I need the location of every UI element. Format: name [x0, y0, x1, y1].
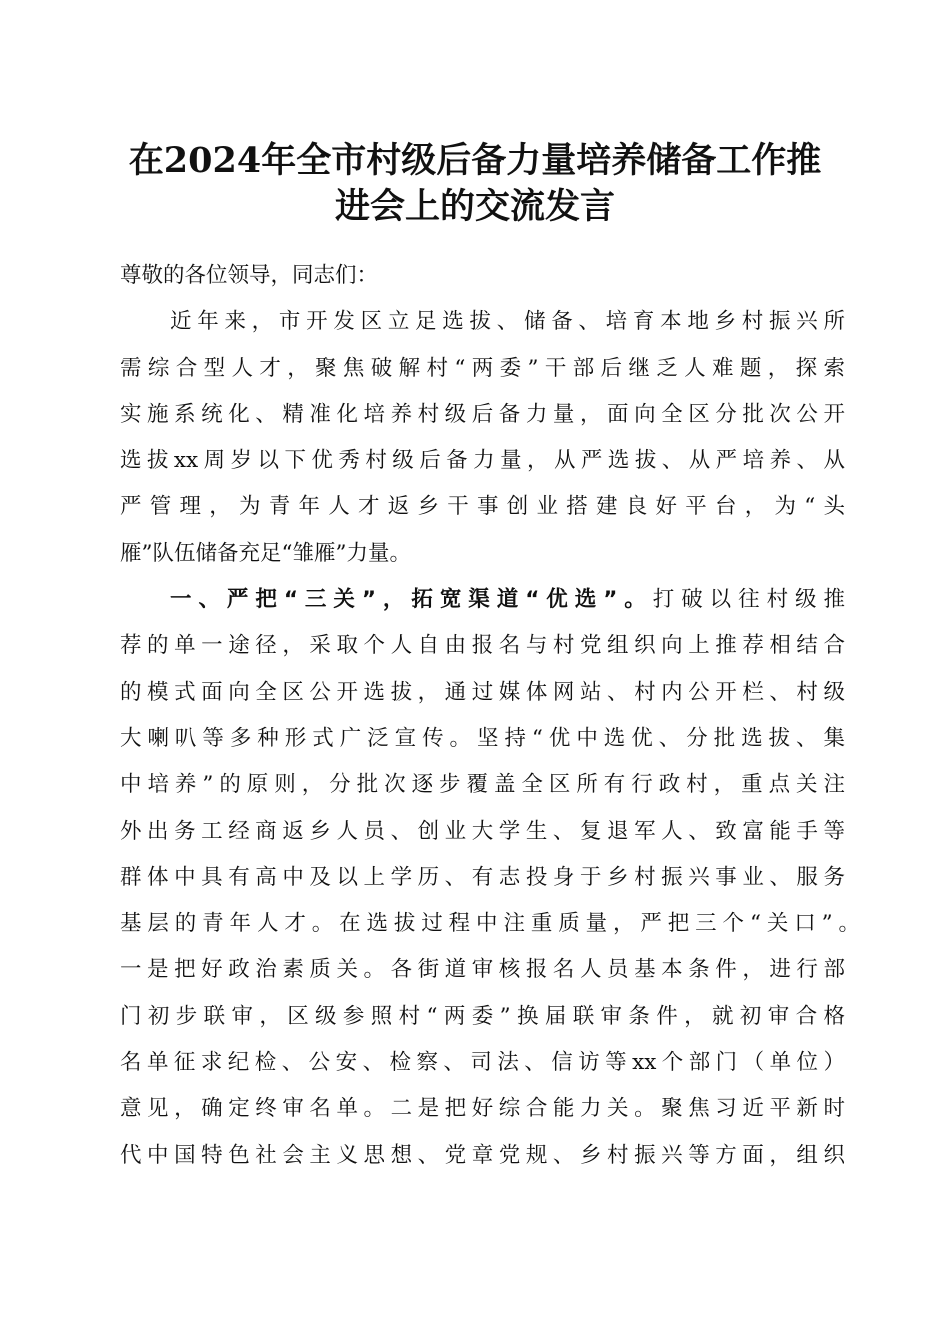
salutation: 尊敬的各位领导，同志们： — [120, 263, 379, 288]
paragraph-line: 名单征求纪检、公安、检察、司法、信访等xx个部门（单位） — [120, 1050, 845, 1076]
paragraph-line: 雁”队伍储备充足“雏雁”力量。 — [120, 540, 411, 566]
paragraph-line: 中培养”的原则，分批次逐步覆盖全区所有行政村，重点关注 — [120, 772, 845, 798]
paragraph-line: 荐的单一途径，采取个人自由报名与村党组织向上推荐相结合 — [120, 633, 845, 659]
paragraph-line: 门初步联审，区级参照村“两委”换届联审条件，就初审合格 — [120, 1003, 845, 1029]
section-heading: 一、严把“三关”，拓宽渠道“优选”。 — [170, 587, 653, 613]
title-line-2: 进会上的交流发言 — [334, 186, 615, 227]
paragraph-line: 一是把好政治素质关。各街道审核报名人员基本条件，进行部 — [120, 957, 845, 983]
paragraph-line: 代中国特色社会主义思想、党章党规、乡村振兴等方面，组织 — [120, 1142, 845, 1168]
document-body — [120, 253, 860, 1179]
document-title — [110, 138, 840, 230]
paragraph-line: 严管理，为青年人才返乡干事创业搭建良好平台，为“头 — [120, 494, 845, 520]
paragraph-line: 大喇叭等多种形式广泛宣传。坚持“优中选优、分批选拔、集 — [120, 725, 845, 751]
paragraph-line: 外出务工经商返乡人员、创业大学生、复退军人、致富能手等 — [120, 818, 845, 844]
paragraph-line: 选拔xx周岁以下优秀村级后备力量，从严选拔、从严培养、从 — [120, 448, 845, 474]
paragraph-line: 实施系统化、精准化培养村级后备力量，面向全区分批次公开 — [120, 401, 845, 427]
paragraph-line: 群体中具有高中及以上学历、有志投身于乡村振兴事业、服务 — [120, 864, 845, 890]
paragraph-line: 需综合型人才，聚焦破解村“两委”干部后继乏人难题，探索 — [120, 355, 845, 381]
paragraph-line: 近年来，市开发区立足选拔、储备、培育本地乡村振兴所 — [170, 309, 845, 335]
paragraph-line: 的模式面向全区公开选拔，通过媒体网站、村内公开栏、村级 — [120, 679, 845, 705]
title-line-1: 在2024年全市村级后备力量培养储备工作推 — [128, 140, 822, 181]
section-heading-line — [120, 577, 845, 623]
paragraph-line: 意见，确定终审名单。二是把好综合能力关。聚焦习近平新时 — [120, 1096, 845, 1122]
paragraph-line-rest: 打破以往村级推 — [652, 587, 845, 613]
paragraph-line: 基层的青年人才。在选拔过程中注重质量，严把三个“关口”。 — [120, 911, 860, 937]
